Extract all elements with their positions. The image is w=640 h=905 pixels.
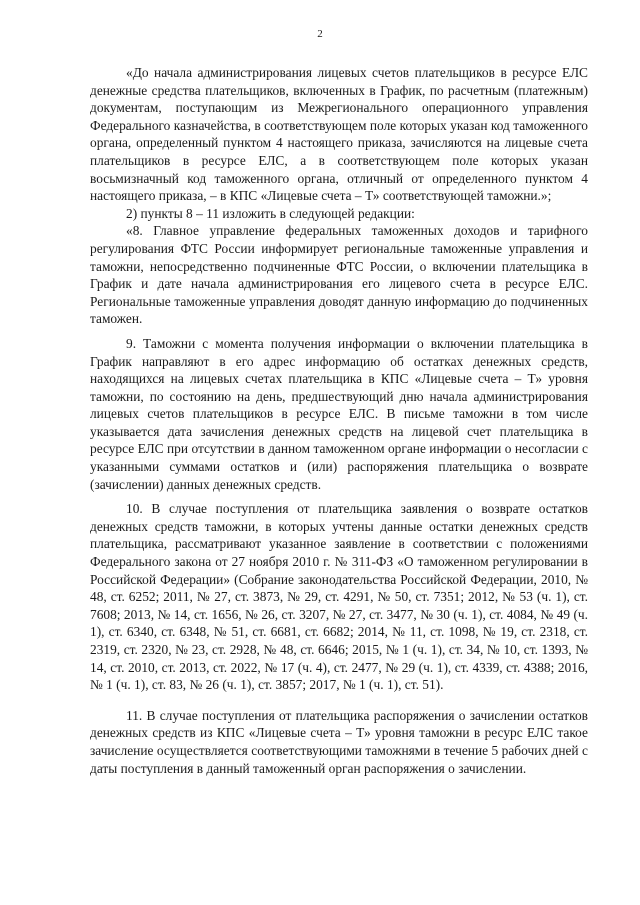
- paragraph-els-transition: «До начала администрирования лицевых счетов плательщиков в ресурсе ЕЛС денежные средства плательщиков, включенных в График, по расчетным (платежным) документам, поступающим из Межрегионального операционного управления Федерального казначейства, в соответствующем поле которых указан код таможенного органа, определенный пунктом 4 настоящего приказа, зачисляются на лицевые счета плательщиков в ресурсе ЕЛС, а в соответствующем поле которых указан восьмизначный код таможенного органа, отличный от определенного пунктом 4 настоящего приказа, – в КПС «Лицевые счета – Т» соответствующей таможни.»;: [90, 65, 588, 204]
- paragraph-point-11: 11. В случае поступления от плательщика распоряжения о зачислении остатков денежных средств из КПС «Лицевые счета – Т» уровня таможни в ресурс ЕЛС такое зачисление осуществляется соответствующими таможнями в течение 5 рабочих дней с даты поступления в данный таможенный орган распоряжения о зачислении.: [90, 707, 588, 776]
- paragraph-point-10: 10. В случае поступления от плательщика заявления о возврате остатков денежных средств таможни, в которых учтены данные остатки денежных средств плательщика, рассматривают указанное заявление в соответствии с положениями Федерального закона от 27 ноября 2010 г. № 311-ФЗ «О таможенном регулировании в Российской Федерации» (Собрание законодательства Российской Федерации, 2010, № 48, ст. 6252; 2011, № 27, ст. 3873, № 29, ст. 4291, № 50, ст. 7351; 2012, № 53 (ч. 1), ст. 7608; 2013, № 14, ст. 1656, № 26, ст. 3207, № 27, ст. 3477, № 30 (ч. 1), ст. 4084, № 49 (ч. 1), ст. 6340, ст. 6348, № 51, ст. 6681, ст. 6682; 2014, № 11, ст. 1098, № 19, ст. 2318, ст. 2319, ст. 2320, № 23, ст. 2928, № 48, ст. 6646; 2015, № 1 (ч. 1), ст. 34, № 10, ст. 1393, № 14, ст. 2010, ст. 2013, ст. 2022, № 17 (ч. 4), ст. 2477, № 29 (ч. 1), ст. 4339, ст. 4388; 2016, № 1 (ч. 1), ст. 83, № 26 (ч. 1), ст. 3857; 2017, № 1 (ч. 1), ст. 51).: [90, 501, 588, 693]
- page-number: 2: [317, 28, 323, 40]
- paragraph-item-2-amendment: 2) пункты 8 – 11 изложить в следующей редакции:: [126, 205, 415, 221]
- paragraph-point-8: «8. Главное управление федеральных таможенных доходов и тарифного регулирования ФТС России информирует региональные таможенные управления и таможни, непосредственно подчиненные ФТС России, о включении плательщика в График и дате начала администрирования его лицевого счета в ресурсе ЕЛС. Региональные таможенные управления доводят данную информацию до подчиненных таможен.: [90, 223, 588, 327]
- document-body: [90, 64, 588, 777]
- paragraph-point-9: 9. Таможни с момента получения информации о включении плательщика в График направляют в его адрес информацию об остатках денежных средств, находящихся на лицевых счетах плательщика в КПС «Лицевые счета – Т» уровня таможни, по состоянию на день, предшествующий дню начала администрирования лицевых счетов плательщиков в ресурсе ЕЛС. В письме таможни в том числе указывается дата зачисления денежных средств на лицевой счет плательщика в ресурсе ЕЛС при отсутствии в данном таможенном органе информации о несогласии с указанными суммами остатков и (или) распоряжения плательщика о возврате (зачислении) данных денежных средств.: [90, 335, 588, 492]
